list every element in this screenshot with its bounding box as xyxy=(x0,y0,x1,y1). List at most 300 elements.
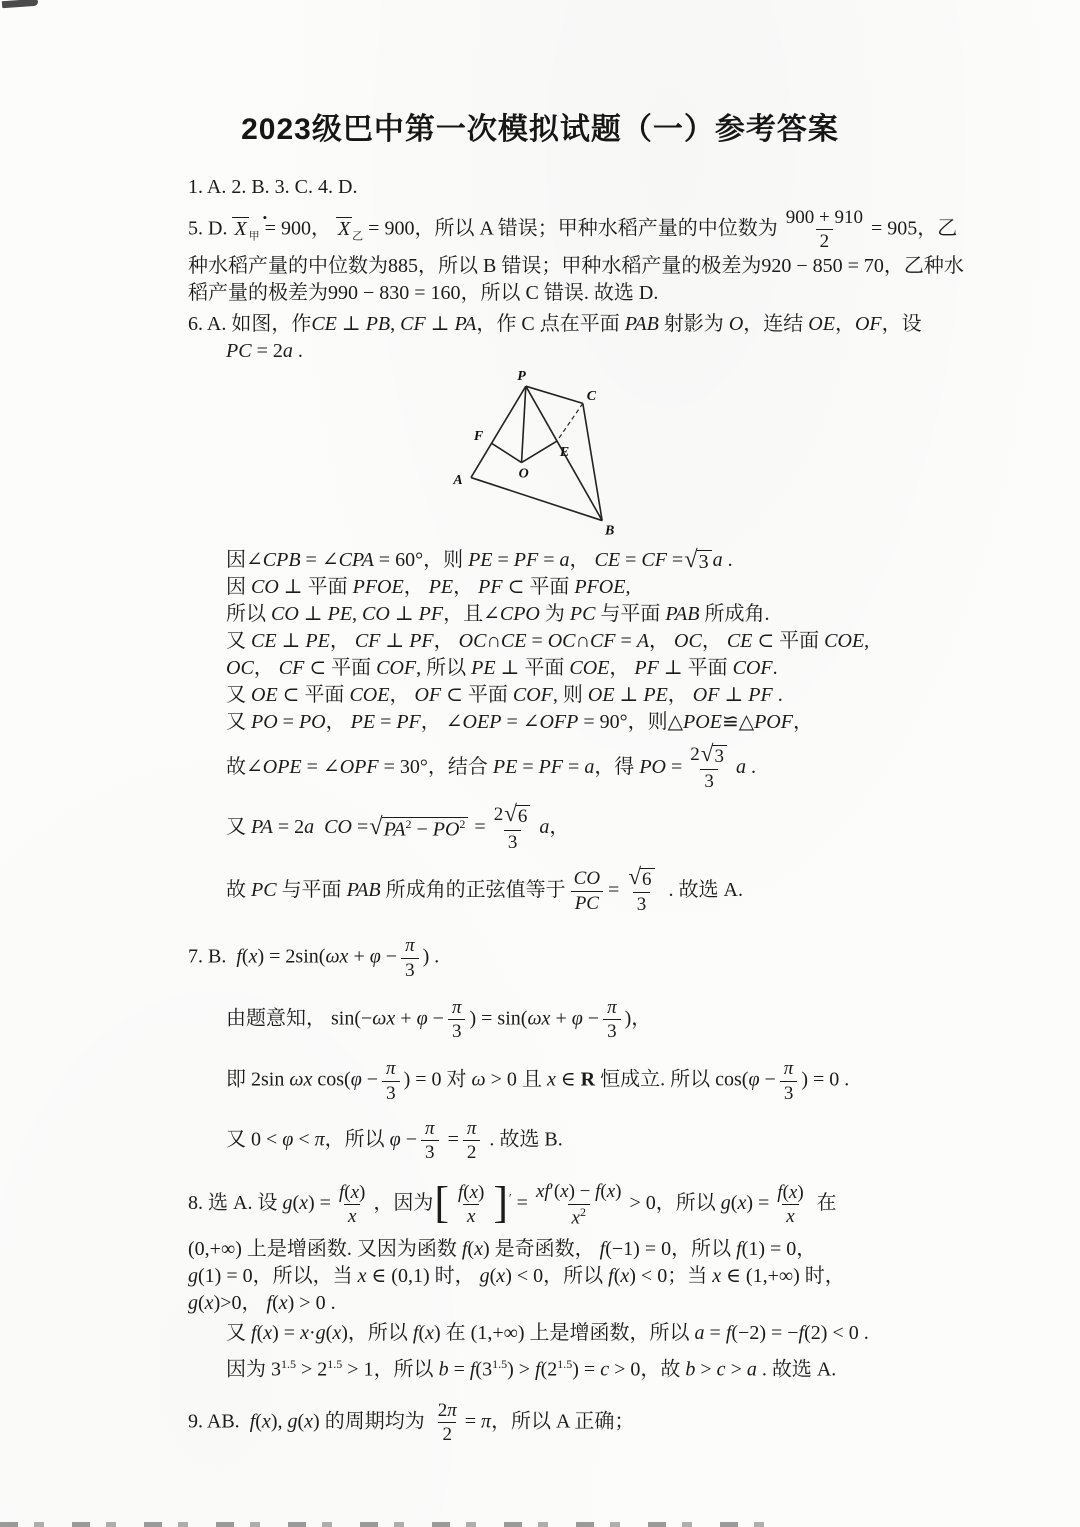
text-run: ， xyxy=(241,1292,267,1315)
text-run: 6. A. 如图，作 xyxy=(188,312,312,335)
math-var: φ xyxy=(571,1007,583,1030)
fraction-numerator xyxy=(401,935,419,957)
math-op: = xyxy=(563,755,585,778)
math-var: ωx xyxy=(325,945,349,968)
text-run: ， xyxy=(701,629,727,652)
overline-var: X xyxy=(337,218,351,241)
math-run xyxy=(452,1021,462,1042)
math-op: ( xyxy=(344,1068,351,1091)
text-run: 平面 xyxy=(326,656,377,679)
math-op: (0,+∞) xyxy=(188,1238,242,1261)
figure-edge-CE xyxy=(557,403,583,441)
fraction-numerator xyxy=(603,997,621,1019)
math-run xyxy=(439,1359,493,1381)
math-var: CPA xyxy=(338,548,374,571)
text-run: ， xyxy=(631,1007,652,1030)
math-var: π xyxy=(314,1128,325,1151)
text-run: ，所以 C 错误. 故选 D. xyxy=(460,281,659,304)
text-run: ， xyxy=(796,1238,817,1261)
math-var: x xyxy=(347,1206,357,1228)
text-run: ，作 C 点在平面 xyxy=(476,312,625,335)
math-var: CE xyxy=(311,312,337,335)
figure-label-O: O xyxy=(518,466,529,482)
math-op: = 900 xyxy=(264,217,311,240)
math-op: = xyxy=(351,816,369,839)
math-op: ( xyxy=(467,1238,475,1261)
math-op: ⊥ xyxy=(380,629,410,652)
math-fraction xyxy=(448,997,466,1043)
math-var: f xyxy=(595,1181,601,1203)
math-op: > 2 xyxy=(296,1358,328,1381)
math-var: PO xyxy=(251,710,278,733)
math-var: PC xyxy=(574,892,599,914)
superscript: 2 xyxy=(459,817,466,832)
radical-sign: √ xyxy=(628,863,642,890)
fraction-denominator xyxy=(382,1081,400,1104)
fraction-numerator xyxy=(773,1182,807,1204)
text-run: 射影为 xyxy=(658,312,729,335)
math-run xyxy=(425,1118,435,1139)
math-var: OC xyxy=(547,629,576,652)
math-op: · xyxy=(308,1322,316,1345)
math-op: sin xyxy=(331,1007,355,1030)
math-op: sin xyxy=(295,945,319,968)
math-var: CE xyxy=(726,629,753,652)
math-op: 3 xyxy=(714,745,724,767)
math-op: ( xyxy=(318,945,326,968)
math-run xyxy=(443,1128,459,1150)
math-sqrt xyxy=(628,863,654,891)
math-op: − xyxy=(582,1007,600,1030)
doc-line-q6-1 xyxy=(188,311,1080,338)
text-run: . xyxy=(325,1292,336,1315)
math-op: ⊥ xyxy=(336,312,366,335)
math-op: ) = 2 xyxy=(257,945,296,968)
math-op: = 2 xyxy=(251,339,283,362)
math-var: x xyxy=(466,1206,476,1228)
math-run xyxy=(713,549,723,571)
math-run xyxy=(251,1322,348,1344)
text-run: ， xyxy=(403,575,429,598)
math-run xyxy=(575,893,599,914)
math-op: (− xyxy=(354,1007,373,1030)
math-var: g xyxy=(287,1410,298,1433)
doc-line-p1 xyxy=(226,547,1080,574)
text-run: , 所以 xyxy=(416,656,472,679)
math-run xyxy=(251,816,314,838)
math-op: ⊥ xyxy=(389,602,419,625)
text-run: . xyxy=(772,683,783,706)
text-run: ， xyxy=(453,575,479,598)
math-sqrt xyxy=(700,740,727,768)
text-run: 且 xyxy=(516,1068,547,1091)
math-op: = xyxy=(448,1358,470,1381)
math-op: ) xyxy=(482,1238,490,1261)
doc-line-q9 xyxy=(188,1400,1080,1446)
math-run xyxy=(446,711,628,733)
math-run xyxy=(693,684,773,706)
text-run: 平面 xyxy=(462,683,513,706)
math-var: x xyxy=(712,1265,722,1288)
math-var: x xyxy=(474,1238,483,1261)
math-run xyxy=(251,684,299,706)
math-run xyxy=(608,1265,667,1287)
math-op: ⊥ xyxy=(614,683,644,706)
math-op: ) < 0 xyxy=(629,1265,668,1288)
math-var: f xyxy=(461,1238,468,1261)
text-run: , xyxy=(625,575,631,598)
math-op: (1) = 0 xyxy=(741,1238,797,1261)
math-var: f xyxy=(725,1322,732,1345)
math-run xyxy=(405,960,415,981)
math-op: 6 xyxy=(642,868,652,890)
q6-figure xyxy=(0,369,1080,541)
fraction-numerator xyxy=(448,997,466,1019)
math-var: g xyxy=(315,1322,326,1345)
text-run: . 故选 B. xyxy=(484,1128,563,1151)
text-run: 因 xyxy=(226,548,246,571)
math-var: PO xyxy=(298,710,326,733)
math-var: xf xyxy=(535,1181,550,1203)
math-op: 3 xyxy=(698,550,709,573)
math-op: (1) = 0 xyxy=(198,1265,253,1288)
text-run: 又 xyxy=(226,816,251,839)
math-run xyxy=(251,711,326,733)
math-var: A xyxy=(636,629,650,652)
math-fraction xyxy=(490,801,536,853)
math-op: ∩ xyxy=(575,629,590,652)
math-run xyxy=(871,217,917,239)
math-run xyxy=(494,804,504,825)
math-var: f xyxy=(736,1238,742,1261)
math-run xyxy=(467,1206,475,1227)
math-run xyxy=(493,756,594,778)
math-run xyxy=(574,868,600,889)
math-var: COE xyxy=(824,629,865,652)
overline-var: X xyxy=(234,218,247,241)
math-run xyxy=(311,313,476,335)
math-var: x xyxy=(546,1068,556,1091)
math-run xyxy=(674,630,702,652)
math-var: COE xyxy=(569,656,610,679)
math-op: ∈ (0,1) xyxy=(366,1265,430,1288)
subscript: 甲 xyxy=(248,230,260,243)
text-run: , xyxy=(864,629,870,652)
doc-line-p8 xyxy=(226,740,1080,793)
math-var: CE xyxy=(594,548,621,571)
fraction-denominator xyxy=(401,958,419,981)
math-run xyxy=(668,711,793,733)
math-fraction xyxy=(780,1058,798,1104)
math-op: − xyxy=(427,1007,444,1030)
math-op: ) xyxy=(434,1322,441,1345)
big-bracket: ] xyxy=(493,1177,509,1227)
math-run xyxy=(595,549,684,571)
text-run: ， xyxy=(433,629,459,652)
math-var: b xyxy=(438,1358,449,1381)
text-run: 平面 xyxy=(682,656,733,679)
fraction-numerator xyxy=(570,868,604,890)
math-op: − xyxy=(400,1128,418,1151)
math-var: OC xyxy=(674,629,702,652)
text-run: 由题意知， xyxy=(226,1007,331,1030)
radicand xyxy=(640,868,655,891)
math-var: π xyxy=(783,1058,794,1080)
math-op: 2 xyxy=(442,1424,452,1446)
math-var: PE xyxy=(492,755,518,778)
math-run xyxy=(634,657,682,679)
math-op: 3 xyxy=(425,1142,435,1164)
math-var: PE xyxy=(350,710,376,733)
math-op: 3 xyxy=(507,831,518,853)
math-var: PE xyxy=(643,683,668,706)
math-run xyxy=(572,1359,640,1381)
fraction-numerator xyxy=(490,801,536,829)
fraction-numerator xyxy=(434,1400,461,1422)
radicand xyxy=(712,745,727,768)
math-run xyxy=(471,1322,525,1344)
math-var: g xyxy=(720,1192,731,1215)
math-run xyxy=(328,282,461,304)
math-var: f xyxy=(599,1238,606,1261)
text-run: ， xyxy=(649,629,675,652)
doc-line-q8-3 xyxy=(188,1263,1080,1290)
math-var: OC xyxy=(458,629,487,652)
math-var: a xyxy=(282,339,293,362)
math-op: ( xyxy=(600,1181,607,1203)
math-run xyxy=(665,603,699,625)
math-run xyxy=(685,1359,756,1381)
math-run xyxy=(808,313,835,335)
fraction-numerator xyxy=(623,863,659,892)
text-run: 即 xyxy=(226,1068,251,1091)
math-op: ′( xyxy=(549,1181,561,1203)
doc-line-q8-1 xyxy=(188,1177,1080,1229)
math-run xyxy=(607,1021,617,1042)
math-run xyxy=(512,1192,528,1214)
math-var: g xyxy=(282,1192,293,1215)
math-fraction xyxy=(382,1058,400,1104)
math-run xyxy=(777,1182,803,1203)
math-op: ) = xyxy=(308,1192,331,1215)
math-fraction xyxy=(434,1400,461,1446)
math-op: (−2) = − xyxy=(731,1322,799,1345)
fraction-denominator xyxy=(568,1204,590,1229)
math-op: ∠ xyxy=(246,548,263,571)
math-run xyxy=(404,1069,442,1091)
math-op: = ∠ xyxy=(501,710,540,733)
math-fraction xyxy=(570,868,604,914)
math-run xyxy=(733,657,773,679)
math-var: x xyxy=(560,1181,569,1203)
fraction-numerator xyxy=(463,1118,481,1140)
text-run: ，得 xyxy=(594,755,640,778)
q6-figure-svg xyxy=(433,369,638,541)
math-run xyxy=(462,1238,490,1260)
doc-line-ans xyxy=(188,174,1080,201)
doc-line-p3 xyxy=(226,601,1080,628)
math-op: ≌△ xyxy=(721,710,755,733)
math-var: x xyxy=(263,1322,273,1345)
math-var: π xyxy=(481,1410,492,1433)
math-op: = xyxy=(608,878,620,901)
text-run: 8. 选 A. 设 xyxy=(188,1192,283,1215)
doc-line-q6-2 xyxy=(226,338,1080,365)
math-op: 3 xyxy=(451,1021,462,1043)
math-op: 2 xyxy=(493,804,504,826)
math-run xyxy=(690,744,700,765)
math-var: CPB xyxy=(262,548,301,571)
doc-line-q8-6 xyxy=(226,1351,1080,1384)
text-run: . xyxy=(722,548,733,571)
math-op: ) = xyxy=(469,1007,498,1030)
math-op: cos xyxy=(715,1068,742,1091)
math-op: ( xyxy=(255,1410,262,1433)
math-run xyxy=(736,1238,796,1260)
text-run: 又 xyxy=(226,1128,251,1151)
text-run: 故 xyxy=(226,755,246,778)
math-op: ) xyxy=(359,1182,366,1204)
radical-sign: √ xyxy=(504,801,517,828)
math-var: f xyxy=(608,1265,614,1288)
fraction-denominator xyxy=(421,1140,439,1163)
text-run: ，连结 xyxy=(743,312,809,335)
math-op: (1,+∞) xyxy=(470,1322,525,1345)
doc-line-p2 xyxy=(226,574,1080,601)
math-op: ⊂ xyxy=(502,575,525,598)
math-op: = xyxy=(704,1322,726,1345)
text-run: ，设 xyxy=(881,312,922,335)
math-op: ⊂ xyxy=(304,656,327,679)
math-op: ∠ xyxy=(246,755,263,778)
superscript: 1.5 xyxy=(327,1357,343,1372)
text-run: ，所以 xyxy=(347,1322,413,1345)
text-run: . xyxy=(292,339,303,362)
math-op: )>0 xyxy=(213,1292,242,1315)
math-run xyxy=(699,551,709,573)
math-run xyxy=(469,1007,599,1029)
math-run xyxy=(271,1359,281,1381)
doc-line-p10 xyxy=(226,863,1080,916)
math-fraction xyxy=(532,1181,626,1228)
math-run xyxy=(801,1069,839,1091)
text-run: 上是增函数，所以 xyxy=(524,1322,695,1345)
math-op: = xyxy=(620,548,642,571)
math-op: 990 − 830 = 160 xyxy=(328,281,461,304)
math-op: 2 xyxy=(251,1068,261,1091)
math-run xyxy=(824,630,864,652)
text-run: ，所以，当 xyxy=(252,1265,358,1288)
math-var: x xyxy=(248,945,258,968)
math-run xyxy=(438,1400,457,1421)
math-op: ( xyxy=(241,945,249,968)
math-run xyxy=(226,657,254,679)
math-op: (2 xyxy=(540,1358,558,1381)
math-var: x xyxy=(620,1265,630,1288)
math-op: ) xyxy=(422,945,430,968)
math-op: ( xyxy=(325,1322,333,1345)
math-fraction xyxy=(421,1118,439,1164)
math-op: , xyxy=(390,312,401,335)
math-var: c xyxy=(600,1358,610,1381)
math-op: ( xyxy=(782,1182,789,1204)
superscript: ′ xyxy=(509,1190,512,1205)
math-var: φ xyxy=(389,1128,401,1151)
math-op: ∈ (1,+∞) xyxy=(721,1265,800,1288)
radicand xyxy=(516,805,531,828)
figure-edge-OE xyxy=(521,441,556,463)
math-run xyxy=(459,630,649,652)
math-op: 2 xyxy=(437,1399,448,1421)
math-run xyxy=(355,630,434,652)
math-var: PC xyxy=(226,339,252,362)
math-var: OE xyxy=(251,683,278,706)
math-run xyxy=(324,816,368,838)
math-op: ⊥ xyxy=(719,683,749,706)
math-op: ) − xyxy=(568,1181,596,1203)
figure-edge-AB xyxy=(471,477,602,520)
math-op: ( xyxy=(256,1322,264,1345)
math-op: cos xyxy=(317,1068,345,1091)
math-var: f xyxy=(412,1322,419,1345)
math-sqrt xyxy=(369,813,468,842)
text-run: 对 xyxy=(441,1068,472,1091)
text-run: 因 xyxy=(226,575,251,598)
fraction-numerator xyxy=(532,1181,626,1203)
math-op: ( xyxy=(297,1410,305,1433)
math-run xyxy=(642,869,652,890)
math-run xyxy=(736,756,746,778)
text-run: ，所以 xyxy=(671,1238,737,1261)
fraction-numerator xyxy=(335,1182,369,1204)
math-run xyxy=(513,684,553,706)
math-op: = ∠ xyxy=(300,548,339,571)
math-var: PA xyxy=(251,816,273,839)
math-run xyxy=(250,1410,320,1432)
math-var: π xyxy=(607,996,617,1018)
fraction-numerator xyxy=(382,1058,400,1080)
fraction-numerator xyxy=(421,1118,439,1140)
text-run: 时， xyxy=(799,1265,845,1288)
math-op: ∠ xyxy=(445,710,463,733)
superscript: 1.5 xyxy=(281,1357,296,1372)
math-run xyxy=(386,1083,396,1104)
math-var: PO xyxy=(432,818,460,841)
math-op: − xyxy=(759,1068,776,1091)
math-var: CO xyxy=(573,868,601,890)
math-op: = 60° xyxy=(373,548,424,571)
math-run xyxy=(358,1265,430,1287)
text-run: 稻产量的极差为 xyxy=(188,281,328,304)
math-op: − xyxy=(361,1068,379,1091)
math-var: PC xyxy=(569,602,596,625)
math-var: CF xyxy=(278,656,305,679)
math-var: φ xyxy=(416,1007,428,1030)
text-run: ，则 xyxy=(423,548,469,571)
math-var: CF xyxy=(589,629,616,652)
math-var: PE xyxy=(327,602,353,625)
math-run xyxy=(251,879,277,901)
math-op: ⊂ xyxy=(277,683,300,706)
math-op: 2 xyxy=(690,743,700,765)
math-var: CE xyxy=(251,629,277,652)
text-run: ，且 xyxy=(443,602,484,625)
text-run: 的周期均为 xyxy=(319,1410,430,1433)
math-run xyxy=(353,576,404,598)
math-run xyxy=(729,313,743,335)
math-var: ω xyxy=(471,1068,486,1091)
math-var: CO xyxy=(271,602,299,625)
